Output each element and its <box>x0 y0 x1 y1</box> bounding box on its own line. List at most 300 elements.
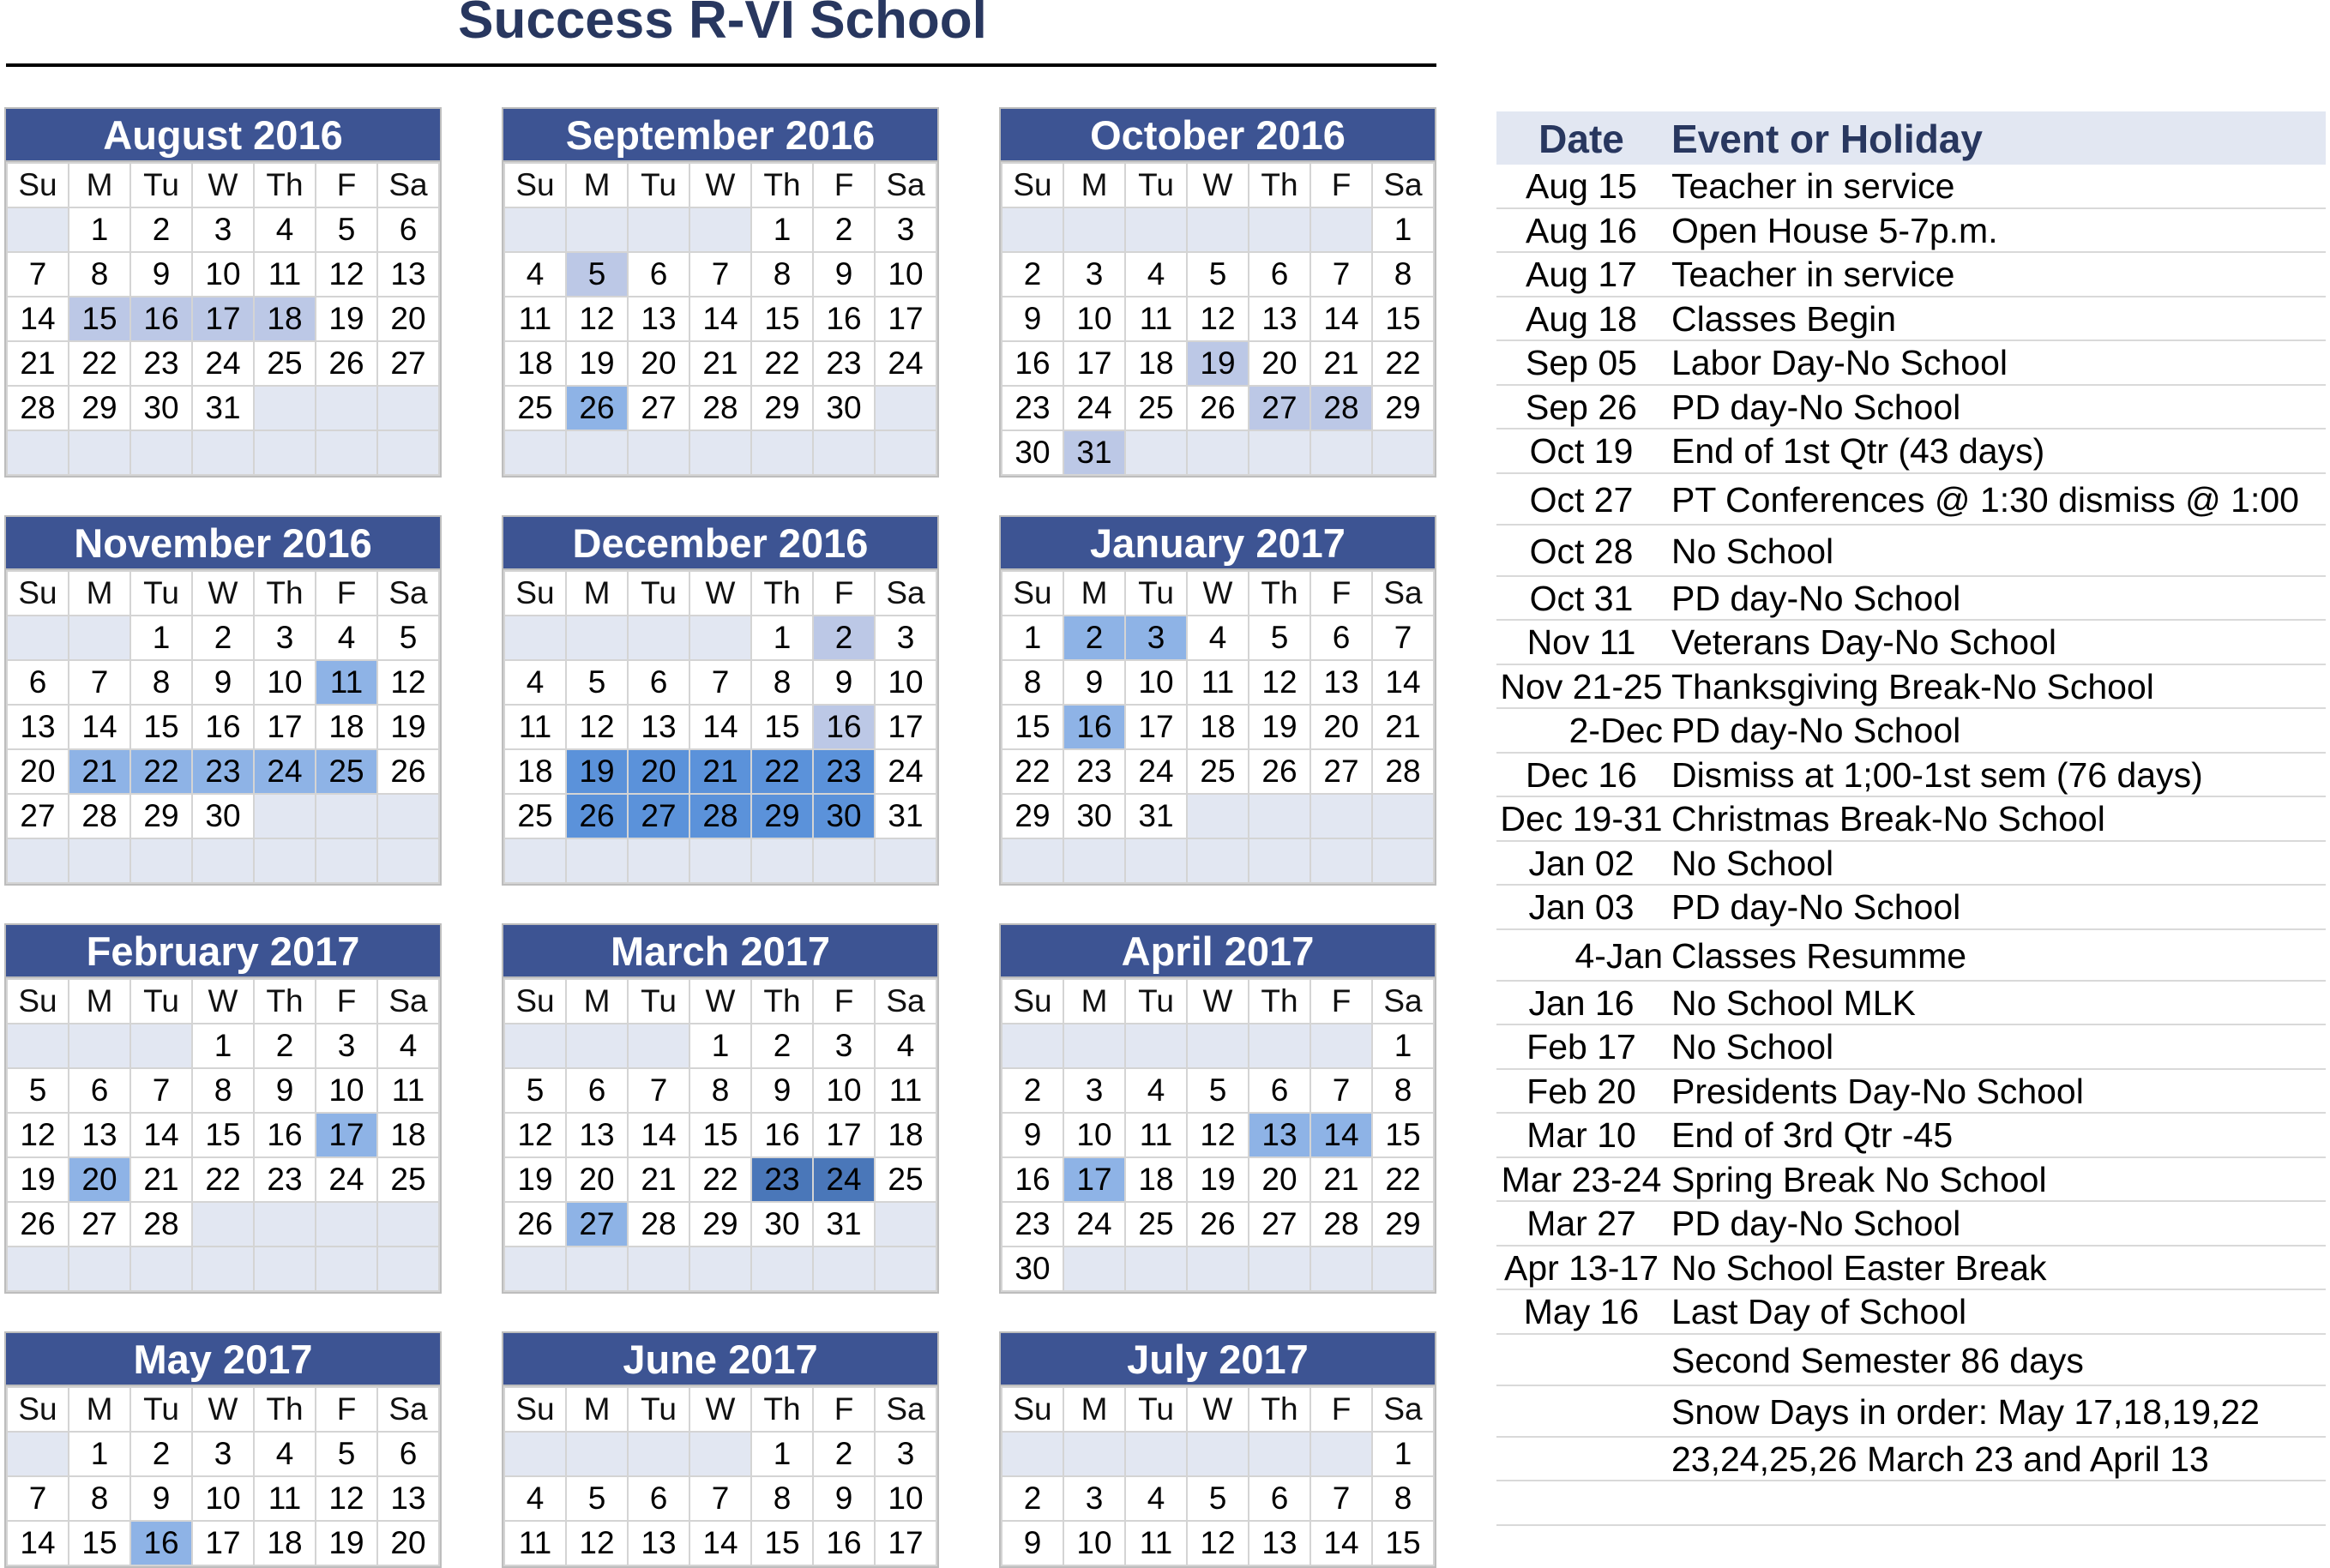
day-cell: 12 <box>316 1476 377 1521</box>
day-cell: 19 <box>377 705 439 749</box>
event-date <box>1496 1481 1666 1524</box>
day-cell: 18 <box>875 1113 936 1157</box>
event-description: Teacher in service <box>1671 255 1955 294</box>
empty-day-cell <box>628 430 689 475</box>
week-row <box>504 749 936 794</box>
day-cell: 22 <box>751 341 813 386</box>
week-row <box>7 430 439 475</box>
weekday-label: Th <box>254 163 316 207</box>
week-row <box>504 1247 936 1291</box>
empty-day-cell <box>504 207 566 252</box>
week-row <box>7 1247 439 1291</box>
events-table-header <box>1496 111 2326 165</box>
empty-day-cell <box>875 1202 936 1247</box>
month-day-grid <box>6 978 440 1292</box>
day-cell: 2 <box>254 1024 316 1068</box>
weekday-label: F <box>316 163 377 207</box>
day-cell: 13 <box>628 705 689 749</box>
highlighted-day-cell: 23 <box>751 1157 813 1202</box>
empty-day-cell <box>689 1432 751 1476</box>
empty-day-cell <box>254 386 316 430</box>
week-row <box>1002 749 1434 794</box>
empty-day-cell <box>1187 430 1249 475</box>
empty-day-cell <box>1310 207 1372 252</box>
week-row <box>504 1157 936 1202</box>
day-cell: 21 <box>7 341 69 386</box>
event-row <box>1496 430 2326 474</box>
day-cell: 27 <box>1249 1202 1310 1247</box>
day-cell: 14 <box>1372 660 1434 705</box>
day-cell: 18 <box>1187 705 1249 749</box>
day-cell: 3 <box>875 616 936 660</box>
empty-day-cell <box>1249 430 1310 475</box>
weekday-label: Sa <box>875 1387 936 1432</box>
event-description: Last Day of School <box>1671 1292 1967 1331</box>
week-row <box>1002 660 1434 705</box>
day-cell: 23 <box>1002 386 1063 430</box>
highlighted-day-cell: 2 <box>1063 616 1125 660</box>
empty-day-cell <box>254 794 316 838</box>
empty-day-cell <box>1125 1247 1187 1291</box>
week-row <box>7 386 439 430</box>
weekday-label: Sa <box>1372 571 1434 616</box>
day-cell: 11 <box>504 1521 566 1565</box>
event-row <box>1496 577 2326 622</box>
day-cell: 16 <box>813 1521 875 1565</box>
week-row <box>7 1113 439 1157</box>
empty-day-cell <box>377 794 439 838</box>
day-cell: 11 <box>504 705 566 749</box>
day-cell: 8 <box>689 1068 751 1113</box>
event-date: Sep 26 <box>1526 387 1637 427</box>
day-cell: 20 <box>377 297 439 341</box>
day-cell: 6 <box>1249 1476 1310 1521</box>
day-cell: 14 <box>689 705 751 749</box>
day-cell: 20 <box>377 1521 439 1565</box>
weekday-label: F <box>1310 979 1372 1024</box>
day-cell: 9 <box>130 1476 192 1521</box>
empty-day-cell <box>813 430 875 475</box>
day-cell: 12 <box>566 705 628 749</box>
empty-day-cell <box>1310 1432 1372 1476</box>
empty-day-cell <box>566 207 628 252</box>
day-cell: 13 <box>628 297 689 341</box>
weekday-label: M <box>566 571 628 616</box>
empty-day-cell <box>628 838 689 883</box>
empty-day-cell <box>1310 1024 1372 1068</box>
event-date: Feb 20 <box>1526 1071 1636 1111</box>
day-cell: 2 <box>813 1432 875 1476</box>
day-cell: 5 <box>504 1068 566 1113</box>
day-cell: 7 <box>130 1068 192 1113</box>
event-row <box>1496 341 2326 386</box>
day-cell: 9 <box>1002 297 1063 341</box>
empty-day-cell <box>566 430 628 475</box>
weekday-label: Su <box>1002 163 1063 207</box>
day-cell: 30 <box>751 1202 813 1247</box>
day-cell: 17 <box>875 1521 936 1565</box>
weekday-label: M <box>69 1387 130 1432</box>
weekday-label: Th <box>1249 571 1310 616</box>
day-cell: 26 <box>7 1202 69 1247</box>
month-calendar <box>999 107 1436 478</box>
week-row <box>7 1068 439 1113</box>
event-date: Jan 02 <box>1528 843 1635 883</box>
month-day-grid <box>1001 1386 1435 1566</box>
day-cell: 20 <box>566 1157 628 1202</box>
weekday-label: Tu <box>1125 571 1187 616</box>
day-cell: 20 <box>7 749 69 794</box>
empty-day-cell <box>130 1247 192 1291</box>
empty-day-cell <box>1310 1247 1372 1291</box>
week-row <box>504 1521 936 1565</box>
week-row <box>504 794 936 838</box>
empty-day-cell <box>1002 838 1063 883</box>
day-cell: 31 <box>813 1202 875 1247</box>
day-cell: 5 <box>316 1432 377 1476</box>
week-row <box>1002 1113 1434 1157</box>
day-cell: 2 <box>192 616 254 660</box>
day-cell: 8 <box>69 252 130 297</box>
weekday-header-row <box>504 571 936 616</box>
day-cell: 8 <box>130 660 192 705</box>
empty-day-cell <box>69 838 130 883</box>
day-cell: 10 <box>316 1068 377 1113</box>
day-cell: 18 <box>1125 1157 1187 1202</box>
event-row <box>1496 1481 2326 1526</box>
month-day-grid <box>503 570 937 884</box>
weekday-label: M <box>1063 979 1125 1024</box>
event-row <box>1496 1247 2326 1291</box>
day-cell: 27 <box>1310 749 1372 794</box>
weekday-label: Tu <box>628 979 689 1024</box>
event-row <box>1496 842 2326 886</box>
event-row <box>1496 297 2326 342</box>
empty-day-cell <box>1310 430 1372 475</box>
empty-day-cell <box>689 207 751 252</box>
day-cell: 23 <box>1063 749 1125 794</box>
highlighted-day-cell: 16 <box>1063 705 1125 749</box>
event-date: Aug 17 <box>1526 255 1637 294</box>
month-calendar <box>502 1331 939 1568</box>
day-cell: 15 <box>751 1521 813 1565</box>
event-date: May 16 <box>1523 1292 1640 1331</box>
day-cell: 18 <box>316 705 377 749</box>
day-cell: 19 <box>316 1521 377 1565</box>
empty-day-cell <box>69 616 130 660</box>
empty-day-cell <box>751 838 813 883</box>
day-cell: 5 <box>1187 1068 1249 1113</box>
day-cell: 7 <box>1310 252 1372 297</box>
event-description: End of 1st Qtr (43 days) <box>1671 431 2045 471</box>
month-title: April 2017 <box>1001 925 1435 978</box>
day-cell: 7 <box>7 252 69 297</box>
event-date: Nov 11 <box>1526 622 1636 662</box>
day-cell: 14 <box>7 297 69 341</box>
empty-day-cell <box>1063 838 1125 883</box>
event-row <box>1496 474 2326 526</box>
empty-day-cell <box>566 616 628 660</box>
day-cell: 15 <box>1002 705 1063 749</box>
day-cell: 15 <box>69 1521 130 1565</box>
weekday-header-row <box>504 979 936 1024</box>
day-cell: 4 <box>1125 252 1187 297</box>
highlighted-day-cell: 23 <box>813 749 875 794</box>
month-title: November 2016 <box>6 517 440 570</box>
weekday-label: W <box>689 1387 751 1432</box>
day-cell: 8 <box>751 1476 813 1521</box>
weekday-label: Th <box>751 163 813 207</box>
empty-day-cell <box>254 838 316 883</box>
day-cell: 14 <box>1310 1521 1372 1565</box>
highlighted-day-cell: 16 <box>813 705 875 749</box>
weekday-label: Th <box>254 979 316 1024</box>
day-cell: 3 <box>316 1024 377 1068</box>
day-cell: 1 <box>69 1432 130 1476</box>
day-cell: 13 <box>377 1476 439 1521</box>
month-calendar <box>999 923 1436 1294</box>
day-cell: 9 <box>813 1476 875 1521</box>
empty-day-cell <box>192 1202 254 1247</box>
empty-day-cell <box>1063 1432 1125 1476</box>
empty-day-cell <box>504 1432 566 1476</box>
day-cell: 30 <box>1063 794 1125 838</box>
day-cell: 30 <box>1002 1247 1063 1291</box>
empty-day-cell <box>1187 794 1249 838</box>
day-cell: 29 <box>689 1202 751 1247</box>
day-cell: 11 <box>1125 1113 1187 1157</box>
day-cell: 13 <box>1310 660 1372 705</box>
empty-day-cell <box>377 386 439 430</box>
event-description: Spring Break No School <box>1671 1159 2047 1199</box>
day-cell: 9 <box>192 660 254 705</box>
day-cell: 17 <box>1063 341 1125 386</box>
month-calendar <box>4 923 442 1294</box>
weekday-label: Su <box>504 163 566 207</box>
weekday-label: M <box>566 1387 628 1432</box>
highlighted-day-cell: 26 <box>566 386 628 430</box>
weekday-label: M <box>69 163 130 207</box>
event-row <box>1496 665 2326 710</box>
event-description: No School <box>1671 843 1834 883</box>
day-cell: 2 <box>130 1432 192 1476</box>
highlighted-day-cell: 31 <box>1063 430 1125 475</box>
highlighted-day-cell: 21 <box>69 749 130 794</box>
day-cell: 25 <box>504 794 566 838</box>
event-row <box>1496 1202 2326 1247</box>
empty-day-cell <box>192 838 254 883</box>
event-description: No School <box>1671 531 1834 571</box>
empty-day-cell <box>1310 838 1372 883</box>
day-cell: 26 <box>316 341 377 386</box>
empty-day-cell <box>1249 1247 1310 1291</box>
day-cell: 1 <box>689 1024 751 1068</box>
weekday-label: Su <box>7 571 69 616</box>
event-description: Second Semester 86 days <box>1671 1340 2084 1380</box>
day-cell: 7 <box>1310 1068 1372 1113</box>
week-row <box>1002 341 1434 386</box>
week-row <box>1002 297 1434 341</box>
highlighted-day-cell: 5 <box>566 252 628 297</box>
weekday-label: F <box>813 571 875 616</box>
day-cell: 13 <box>69 1113 130 1157</box>
weekday-label: F <box>1310 1387 1372 1432</box>
day-cell: 8 <box>69 1476 130 1521</box>
empty-day-cell <box>316 386 377 430</box>
weekday-label: Th <box>751 979 813 1024</box>
empty-day-cell <box>69 430 130 475</box>
empty-day-cell <box>1187 1247 1249 1291</box>
event-row <box>1496 797 2326 842</box>
week-row <box>1002 207 1434 252</box>
day-cell: 28 <box>69 794 130 838</box>
day-cell: 23 <box>254 1157 316 1202</box>
empty-day-cell <box>1249 1024 1310 1068</box>
empty-day-cell <box>875 1247 936 1291</box>
empty-day-cell <box>254 430 316 475</box>
event-row <box>1496 1114 2326 1158</box>
day-cell: 6 <box>377 207 439 252</box>
empty-day-cell <box>7 616 69 660</box>
day-cell: 14 <box>130 1113 192 1157</box>
empty-day-cell <box>875 838 936 883</box>
day-cell: 7 <box>689 1476 751 1521</box>
day-cell: 27 <box>7 794 69 838</box>
day-cell: 21 <box>1310 1157 1372 1202</box>
highlighted-day-cell: 23 <box>192 749 254 794</box>
empty-day-cell <box>254 1247 316 1291</box>
day-cell: 26 <box>1249 749 1310 794</box>
weekday-label: W <box>192 1387 254 1432</box>
day-cell: 30 <box>1002 430 1063 475</box>
day-cell: 12 <box>566 297 628 341</box>
event-row <box>1496 1335 2326 1386</box>
day-cell: 10 <box>192 1476 254 1521</box>
day-cell: 28 <box>1372 749 1434 794</box>
day-cell: 16 <box>1002 1157 1063 1202</box>
day-cell: 15 <box>1372 1521 1434 1565</box>
weekday-label: F <box>316 1387 377 1432</box>
day-cell: 25 <box>504 386 566 430</box>
highlighted-day-cell: 22 <box>751 749 813 794</box>
day-cell: 18 <box>504 749 566 794</box>
week-row <box>504 430 936 475</box>
event-description: Teacher in service <box>1671 166 1955 206</box>
highlighted-day-cell: 29 <box>751 794 813 838</box>
empty-day-cell <box>1002 207 1063 252</box>
weekday-label: F <box>813 1387 875 1432</box>
day-cell: 5 <box>566 660 628 705</box>
weekday-label: W <box>689 571 751 616</box>
weekday-label: W <box>192 979 254 1024</box>
day-cell: 8 <box>192 1068 254 1113</box>
month-day-grid <box>6 1386 440 1566</box>
empty-day-cell <box>130 1024 192 1068</box>
empty-day-cell <box>1249 794 1310 838</box>
week-row <box>1002 1432 1434 1476</box>
empty-day-cell <box>7 1024 69 1068</box>
weekday-label: Th <box>1249 979 1310 1024</box>
weekday-label: Su <box>1002 1387 1063 1432</box>
empty-day-cell <box>1249 1432 1310 1476</box>
month-title: May 2017 <box>6 1333 440 1386</box>
day-cell: 2 <box>1002 252 1063 297</box>
weekday-label: Th <box>1249 163 1310 207</box>
day-cell: 29 <box>1002 794 1063 838</box>
week-row <box>7 705 439 749</box>
month-day-grid <box>503 1386 937 1566</box>
weekday-label: Sa <box>377 571 439 616</box>
day-cell: 4 <box>875 1024 936 1068</box>
week-row <box>7 1024 439 1068</box>
weekday-label: W <box>192 571 254 616</box>
day-cell: 13 <box>377 252 439 297</box>
day-cell: 3 <box>192 207 254 252</box>
event-date: Dec 19-31 <box>1500 799 1663 838</box>
event-row <box>1496 709 2326 754</box>
highlighted-day-cell: 28 <box>689 794 751 838</box>
day-cell: 9 <box>813 252 875 297</box>
week-row <box>504 1068 936 1113</box>
day-cell: 12 <box>1187 1521 1249 1565</box>
week-row <box>504 705 936 749</box>
week-row <box>7 838 439 883</box>
day-cell: 1 <box>1372 1432 1434 1476</box>
day-cell: 24 <box>1125 749 1187 794</box>
week-row <box>7 207 439 252</box>
day-cell: 4 <box>316 616 377 660</box>
day-cell: 30 <box>130 386 192 430</box>
day-cell: 5 <box>1187 252 1249 297</box>
week-row <box>7 1476 439 1521</box>
event-date: Oct 31 <box>1529 578 1634 618</box>
weekday-label: Tu <box>130 163 192 207</box>
event-row <box>1496 1025 2326 1070</box>
month-calendar <box>4 1331 442 1568</box>
day-cell: 8 <box>751 660 813 705</box>
empty-day-cell <box>628 1024 689 1068</box>
day-cell: 18 <box>254 1521 316 1565</box>
day-cell: 23 <box>130 341 192 386</box>
title-underline <box>6 63 1436 67</box>
empty-day-cell <box>1372 430 1434 475</box>
week-row <box>1002 1202 1434 1247</box>
event-row <box>1496 1070 2326 1114</box>
day-cell: 2 <box>751 1024 813 1068</box>
date-column-header: Date <box>1538 117 1624 161</box>
weekday-label: F <box>1310 163 1372 207</box>
empty-day-cell <box>689 1247 751 1291</box>
day-cell: 4 <box>254 207 316 252</box>
week-row <box>504 616 936 660</box>
empty-day-cell <box>813 838 875 883</box>
day-cell: 3 <box>813 1024 875 1068</box>
month-day-grid <box>6 570 440 884</box>
day-cell: 2 <box>813 207 875 252</box>
event-description: Classes Begin <box>1671 298 1897 339</box>
empty-day-cell <box>1063 207 1125 252</box>
empty-day-cell <box>1187 207 1249 252</box>
week-row <box>504 660 936 705</box>
highlighted-day-cell: 27 <box>1249 386 1310 430</box>
week-row <box>7 616 439 660</box>
week-row <box>504 1432 936 1476</box>
weekday-label: M <box>69 979 130 1024</box>
weekday-label: Tu <box>1125 1387 1187 1432</box>
empty-day-cell <box>504 616 566 660</box>
event-description: No School MLK <box>1671 982 1916 1023</box>
day-cell: 12 <box>1249 660 1310 705</box>
